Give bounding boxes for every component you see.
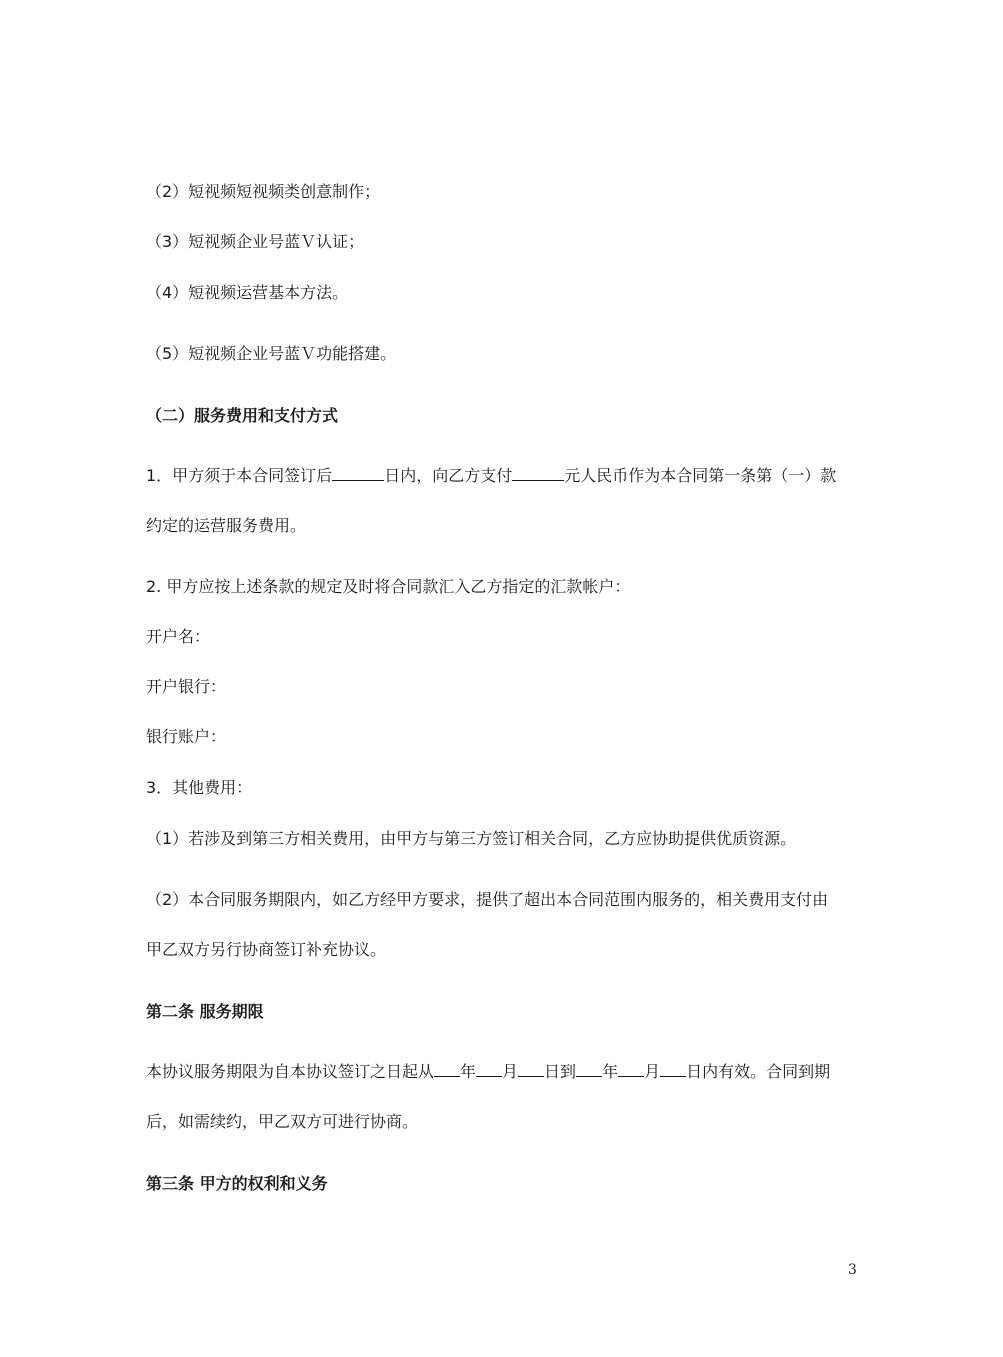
field-account-name: 开户名： [146, 627, 211, 646]
blank-start-day [518, 1062, 544, 1077]
blank-end-year [576, 1062, 602, 1077]
paragraph-service-term-cont: 后，如需续约，甲乙双方可进行协商。 [146, 1112, 419, 1131]
list-item-4: （4）短视频运营基本方法。 [146, 283, 349, 302]
list-item-5: （5）短视频企业号蓝Ｖ功能搭建。 [146, 344, 397, 363]
blank-amount [512, 466, 564, 481]
list-item-2: （2）短视频短视频类创意制作； [146, 182, 381, 201]
text-segment: 日到 [544, 1062, 577, 1081]
text-segment: 本协议服务期限为自本协议签订之日起从 [146, 1062, 435, 1081]
blank-end-day [660, 1062, 686, 1077]
text-segment: 年 [460, 1062, 477, 1081]
paragraph-remittance: 2. 甲方应按上述条款的规定及时将合同款汇入乙方指定的汇款帐户： [146, 577, 631, 596]
blank-start-month [476, 1062, 502, 1077]
article-heading-party-a: 第三条 甲方的权利和义务 [146, 1174, 328, 1193]
paragraph-other-fees: 3．其他费用： [146, 778, 253, 797]
blank-start-year [434, 1062, 460, 1077]
field-account-number: 银行账户： [146, 727, 227, 746]
blank-days [332, 466, 384, 481]
section-heading-fees: （二）服务费用和支付方式 [146, 406, 339, 425]
text-segment: 元人民币作为本合同第一条第（一）款 [564, 466, 837, 485]
article-heading-term: 第二条 服务期限 [146, 1002, 264, 1021]
text-segment: 日内，向乙方支付 [384, 466, 513, 485]
field-bank: 开户银行： [146, 677, 227, 696]
text-segment: 日内有效。合同到期 [686, 1062, 831, 1081]
text-segment: 月 [502, 1062, 519, 1081]
list-item-3: （3）短视频企业号蓝Ｖ认证； [146, 232, 365, 251]
page-number: 3 [848, 1262, 857, 1278]
text-segment: 1．甲方须于本合同签订后 [146, 466, 333, 485]
text-segment: 月 [644, 1062, 661, 1081]
blank-end-month [618, 1062, 644, 1077]
text-segment: 年 [602, 1062, 619, 1081]
paragraph-service-term [146, 1062, 830, 1082]
paragraph-extra-services: （2）本合同服务期限内，如乙方经甲方要求，提供了超出本合同范围内服务的，相关费用支付由 [146, 890, 829, 909]
paragraph-payment-terms [146, 466, 836, 486]
paragraph-payment-terms-cont: 约定的运营服务费用。 [146, 516, 307, 535]
paragraph-extra-services-cont: 甲乙双方另行协商签订补充协议。 [146, 940, 387, 959]
paragraph-third-party-fees: （1）若涉及到第三方相关费用，由甲方与第三方签订相关合同，乙方应协助提供优质资源。 [146, 829, 797, 848]
